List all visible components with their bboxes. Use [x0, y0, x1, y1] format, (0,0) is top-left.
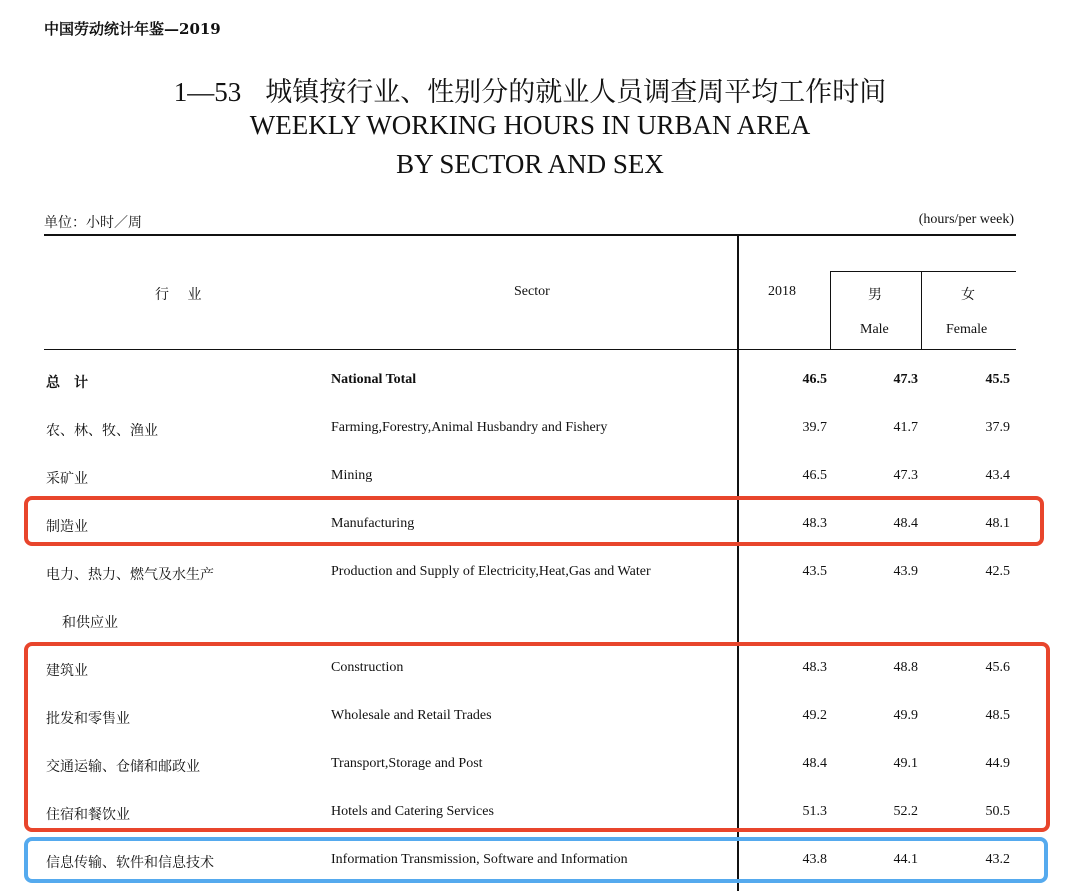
sector-zh: 和供应业: [62, 615, 118, 631]
sector-zh: 农、林、牧、渔业: [46, 423, 158, 439]
value-female: 44.9: [985, 756, 1010, 771]
unit-label-en: (hours/per week): [918, 212, 1014, 227]
value-male: 41.7: [893, 420, 918, 435]
sector-zh: 采矿业: [46, 471, 88, 487]
header-male-en: Male: [860, 322, 889, 337]
table-row-utilities: [0, 558, 1080, 588]
value-2018: 39.7: [802, 420, 827, 435]
header-female-en: Female: [946, 322, 988, 337]
value-2018: 48.3: [802, 516, 827, 531]
value-male: 47.3: [893, 468, 918, 483]
value-2018: 46.5: [802, 468, 827, 483]
table-title-zh: [0, 70, 1060, 109]
value-male: 48.4: [893, 516, 918, 531]
value-female: 43.2: [985, 852, 1010, 867]
header-bottom-rule: [44, 349, 1016, 350]
sector-en: Production and Supply of Electricity,Heat,Gas and Water: [331, 564, 651, 579]
value-2018: 43.8: [802, 852, 827, 867]
female-column-left-rule: [921, 271, 922, 349]
value-male: 52.2: [893, 804, 918, 819]
header-year: 2018: [768, 284, 796, 299]
value-2018: 43.5: [802, 564, 827, 579]
header-sector-zh: 行 业: [155, 287, 202, 303]
value-female: 48.1: [985, 516, 1010, 531]
sector-en: Construction: [331, 660, 404, 675]
value-female: 37.9: [985, 420, 1010, 435]
sector-zh: 制造业: [46, 519, 88, 535]
top-rule: [44, 234, 1016, 236]
highlight-box-information: [24, 837, 1048, 883]
sector-en: Farming,Forestry,Animal Husbandry and Fishery: [331, 420, 608, 435]
sector-en: Transport,Storage and Post: [331, 756, 483, 771]
highlight-box-services-group: [24, 642, 1050, 832]
sector-en: National Total: [331, 372, 417, 387]
value-male: 49.9: [893, 708, 918, 723]
header-female-zh: 女: [961, 287, 975, 303]
value-2018: 48.3: [802, 660, 827, 675]
value-male: 44.1: [893, 852, 918, 867]
sector-zh: 信息传输、软件和信息技术: [46, 855, 214, 871]
sex-group-top-rule: [830, 271, 1016, 272]
value-female: 45.6: [985, 660, 1010, 675]
value-2018: 46.5: [802, 372, 827, 387]
value-female: 48.5: [985, 708, 1010, 723]
header-sector-en: Sector: [514, 284, 550, 299]
sector-zh: 交通运输、仓储和邮政业: [46, 759, 200, 775]
sector-en: Hotels and Catering Services: [331, 804, 494, 819]
table-number: 1—53: [173, 77, 242, 107]
value-male: 48.8: [893, 660, 918, 675]
table-row-farming: [0, 414, 1080, 444]
value-female: 50.5: [985, 804, 1010, 819]
value-2018: 49.2: [802, 708, 827, 723]
table-title-en-line2: BY SECTOR AND SEX: [396, 149, 664, 179]
male-column-left-rule: [830, 271, 831, 349]
sector-zh: 建筑业: [46, 663, 88, 679]
sector-zh: 电力、热力、燃气及水生产: [46, 567, 214, 583]
book-title: 中国劳动统计年鉴—2019: [44, 20, 221, 38]
value-male: 47.3: [893, 372, 918, 387]
sector-en: Manufacturing: [331, 516, 415, 531]
header-male-zh: 男: [868, 287, 882, 303]
sector-en: Wholesale and Retail Trades: [331, 708, 492, 723]
table-title-zh-text: 城镇按行业、性别分的就业人员调查周平均工作时间: [265, 77, 887, 108]
sector-zh: 住宿和餐饮业: [46, 807, 130, 823]
table-row-utilities-continued: [0, 606, 1080, 636]
table-title-en-line1: WEEKLY WORKING HOURS IN URBAN AREA: [249, 110, 811, 140]
sector-en: Mining: [331, 468, 373, 483]
value-male: 43.9: [893, 564, 918, 579]
unit-label-zh: 单位：小时／周: [44, 215, 142, 231]
value-male: 49.1: [893, 756, 918, 771]
value-2018: 51.3: [802, 804, 827, 819]
value-female: 42.5: [985, 564, 1010, 579]
value-female: 45.5: [985, 372, 1010, 387]
table-row-mining: [0, 462, 1080, 492]
sector-zh: 总 计: [46, 375, 88, 391]
sector-en: Information Transmission, Software and Information: [331, 852, 628, 867]
highlight-box-manufacturing: [24, 496, 1044, 546]
value-female: 43.4: [985, 468, 1010, 483]
value-2018: 48.4: [802, 756, 827, 771]
table-row-national-total: [0, 366, 1080, 396]
sector-zh: 批发和零售业: [46, 711, 130, 727]
